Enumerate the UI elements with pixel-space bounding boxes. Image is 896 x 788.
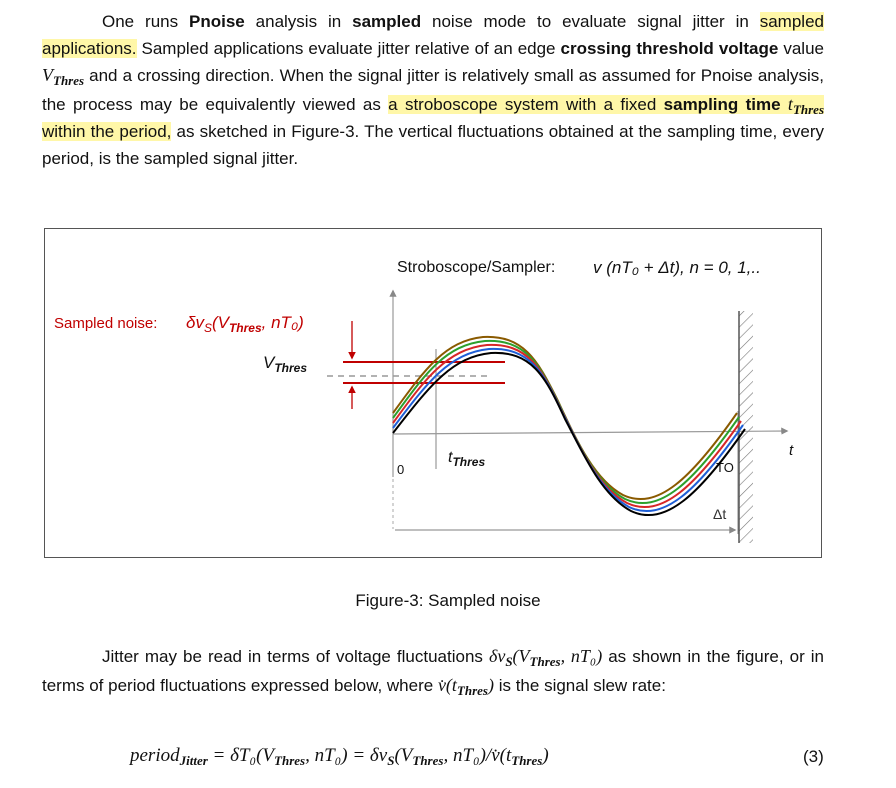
intro-paragraph xyxy=(42,9,824,172)
jitter-paragraph xyxy=(42,643,824,700)
vthres-label: $V_{Thres}$ xyxy=(263,353,308,375)
vthres-symbol: $V_{Thres}$ xyxy=(42,65,85,88)
sampled-noise-label: Sampled noise: xyxy=(54,315,158,332)
to-label: TO xyxy=(716,460,734,475)
figure-caption: Figure-3: Sampled noise xyxy=(355,591,541,610)
pnoise-bold: Pnoise xyxy=(189,12,245,31)
sampled-bold: sampled xyxy=(352,12,422,31)
stroboscope-expression: v (nT₀ + Δt), n = 0, 1,.. xyxy=(593,258,761,277)
voltage-fluctuation-expr: $\delta v_S(V_{Thres}$, nT₀) xyxy=(488,646,603,669)
stroboscope-label: Stroboscope/Sampler: xyxy=(397,259,556,276)
waveform-red xyxy=(393,345,741,507)
highlight-stroboscope: a stroboscope system with a fixed xyxy=(388,94,657,114)
jitter-text-3: is the signal slew rate: xyxy=(493,675,666,695)
intro-text-6: and a crossing direction. When the signal jitter is relatively small as assumed for Pnoise analysis, the process may be equivalently viewed as xyxy=(42,66,824,114)
delta-t-label: Δt xyxy=(713,506,727,522)
equation-number: (3) xyxy=(803,747,824,766)
intro-text-3: noise mode to evaluate signal jitter in xyxy=(421,12,760,31)
crossing-threshold-bold: crossing threshold voltage xyxy=(560,38,779,58)
tthres-label: $t_{Thres}$ xyxy=(448,449,486,469)
slew-rate-expr: $v̇(t_{Thres})$ xyxy=(437,674,494,698)
intro-text-7: as sketched in Figure-3. The vertical fluctuations obtained at the sampling time, every period, is the sampled signal jitter. xyxy=(42,122,824,168)
sampled-noise-diagram xyxy=(45,229,823,559)
zero-label: 0 xyxy=(397,462,405,477)
intro-text-1: One runs xyxy=(102,12,190,31)
figure-3-box xyxy=(44,228,822,558)
time-axis-label: t xyxy=(789,442,794,459)
jitter-text-1: Jitter may be read in terms of voltage fluctuations xyxy=(102,647,489,666)
highlight-sampling-time: sampling time $t_{Thres}$ within the period, xyxy=(42,93,824,141)
jitter-text-2: as shown in the figure, or in terms of period fluctuations expressed below, where xyxy=(42,647,824,695)
sampled-noise-expression: $\delta v_S(V_{Thres}$, nT₀) xyxy=(186,313,304,335)
intro-text-4: Sampled applications evaluate jitter relative of an edge xyxy=(136,38,561,58)
highlight-sampled-applications: sampled applications. xyxy=(42,12,824,58)
waveform-group xyxy=(393,337,745,515)
intro-text-2: analysis in xyxy=(244,12,353,31)
intro-text-5: value xyxy=(778,38,824,58)
equation-3: period$_{Jitter}$ = $\delta T_0(V_{Thres}$, $nT_0) = \delta v_S(V_{Thres}$, $nT_0)/v̇(t_{Thres})$ xyxy=(130,745,549,768)
